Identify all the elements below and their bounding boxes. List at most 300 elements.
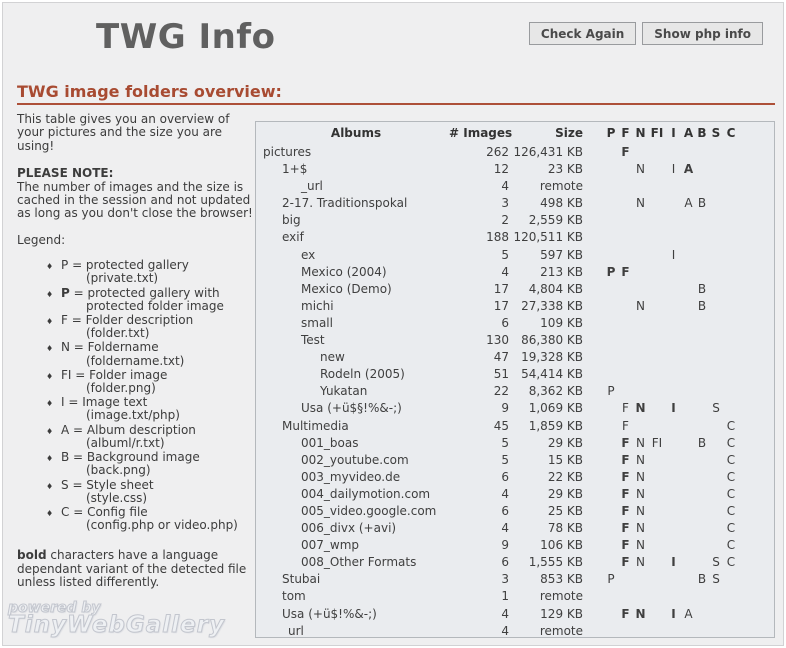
marker-cell: F [621,606,630,621]
table-row [263,212,774,229]
images-count-cell: 4 [501,606,509,621]
table-row [263,588,774,605]
size-cell: 54,414 KB [521,367,583,382]
table-row [263,503,774,520]
legend-item: ♦ A = Album description (albuml/r.txt) [17,424,257,450]
table-row [263,315,774,332]
marker-cell [665,212,682,229]
album-name-cell: pictures [263,145,312,159]
marker-cell [632,229,649,246]
legend-item: ♦ FI = Folder image (folder.png) [17,369,257,395]
marker-cell [723,247,739,264]
marker-cell [603,588,619,605]
marker-cell [649,503,665,520]
album-name-cell: 004_dailymotion.com [301,486,431,501]
images-count-cell: 22 [493,384,509,399]
marker-cell [695,229,709,246]
marker-cell: N [636,555,645,570]
images-count-cell: 3 [501,572,509,587]
marker-cell [619,195,632,212]
marker-spacer [583,383,603,400]
images-count-cell: 47 [493,350,509,365]
marker-column-header: A [683,126,694,140]
marker-cell [682,554,695,571]
marker-cell [649,178,665,195]
legend-key: FI [61,367,72,382]
marker-cell: F [621,264,630,279]
marker-cell [665,298,682,315]
size-cell: 8,362 KB [528,384,583,399]
marker-column-header: C [726,126,736,140]
images-count-cell: 17 [493,298,509,313]
marker-cell [709,452,723,469]
marker-cell [695,315,709,332]
marker-cell [603,606,619,623]
marker-cell [603,520,619,537]
album-name-cell: Rodeln (2005) [320,367,405,382]
diamond-bullet-icon: ♦ [46,454,54,464]
size-cell: 1,859 KB [528,418,583,433]
images-count-cell: 6 [501,555,509,570]
marker-cell: F [621,435,630,450]
marker-cell [603,554,619,571]
marker-column-header: FI [650,126,664,140]
legend-file: (foldername.txt) [86,353,185,368]
marker-cell [603,452,619,469]
albums-table [255,121,775,638]
show-php-info-button[interactable]: Show php info [642,22,763,45]
marker-cell [649,400,665,417]
marker-cell: I [671,401,676,416]
marker-cell [619,298,632,315]
note-text: The number of images and the size is cached in the session and not updated as long as you don't close the browser! [17,179,253,221]
marker-cell: P [606,264,616,279]
table-row [263,298,774,315]
marker-cell [695,178,709,195]
size-cell: 78 KB [547,521,583,536]
diamond-bullet-icon: ♦ [46,426,54,436]
table-row [263,195,774,212]
marker-cell [695,212,709,229]
marker-cell [619,178,632,195]
album-name-cell: Multimedia [282,418,349,433]
marker-cell [723,161,739,178]
marker-cell [709,366,723,383]
marker-spacer [583,452,603,469]
marker-cell [649,264,665,281]
marker-cell [695,486,709,503]
marker-cell [695,332,709,349]
marker-cell [632,383,649,400]
marker-spacer [583,161,603,178]
diamond-bullet-icon: ♦ [46,317,54,327]
marker-cell [603,298,619,315]
marker-cell [603,332,619,349]
marker-cell [695,349,709,366]
marker-cell [682,571,695,588]
marker-cell [665,452,682,469]
legend-item: ♦ S = Style sheet (style.css) [17,479,257,505]
legend-key: S [61,477,69,492]
marker-cell: I [671,606,676,621]
legend-item: ♦ F = Folder description (folder.txt) [17,314,257,340]
marker-cell [682,503,695,520]
marker-cell [709,469,723,486]
marker-cell: N [636,469,645,484]
marker-cell [632,144,649,161]
marker-cell [632,349,649,366]
intro-text: This table gives you an overview of your pictures and the size you are using! [17,112,230,153]
marker-cell [665,571,682,588]
size-cell: 1,555 KB [528,555,583,570]
marker-cell [695,503,709,520]
marker-cell: N [636,538,645,553]
marker-cell [695,144,709,161]
legend-item: ♦ I = Image text (image.txt/php) [17,396,257,422]
marker-cell [665,520,682,537]
marker-column-header: S [711,126,721,140]
marker-cell: F [621,503,630,518]
marker-cell: C [726,469,736,484]
marker-cell [632,212,649,229]
marker-cell [649,571,665,588]
marker-cell [723,571,739,588]
marker-cell [649,281,665,298]
album-name-cell: _url [282,623,304,638]
legend-item: ♦ P = protected gallery (private.txt) [17,259,257,285]
legend-key: N [61,340,70,355]
album-name-cell: 005_video.google.com [301,503,437,518]
marker-spacer [583,537,603,554]
legend-item: ♦ B = Background image (back.png) [17,451,257,477]
marker-cell: B [697,435,707,450]
marker-cell [709,178,723,195]
marker-cell [603,366,619,383]
marker-cell [709,264,723,281]
images-count-cell: 51 [493,367,509,382]
marker-cell [649,520,665,537]
images-count-cell: 6 [501,469,509,484]
marker-cell [723,229,739,246]
images-count-cell: 6 [501,315,509,330]
marker-column-header: F [621,126,630,140]
table-row [263,469,774,486]
marker-cell [649,606,665,623]
marker-cell [649,332,665,349]
marker-column-header: B [697,126,707,140]
album-name-cell: Yukatan [320,384,368,399]
diamond-bullet-icon: ♦ [46,344,54,354]
marker-cell [682,418,695,435]
marker-cell [709,588,723,605]
table-row [263,229,774,246]
marker-cell [665,435,682,452]
marker-cell [695,366,709,383]
marker-cell: I [671,162,676,177]
marker-cell [709,520,723,537]
diamond-bullet-icon: ♦ [46,399,54,409]
marker-cell [649,486,665,503]
images-count-cell: 2 [501,213,509,228]
marker-cell: C [726,452,736,467]
marker-cell [723,212,739,229]
size-cell: 23 KB [547,162,583,177]
images-count-cell: 17 [493,281,509,296]
size-cell: 106 KB [540,538,583,553]
marker-cell [665,418,682,435]
album-name-cell: 1+$ [282,162,308,177]
marker-spacer [583,503,603,520]
marker-cell [723,264,739,281]
marker-column-header: I [671,126,676,140]
marker-cell [665,383,682,400]
marker-cell: FI [651,435,663,450]
note-title: PLEASE NOTE: [17,166,114,181]
marker-cell [649,315,665,332]
albums-column-header: Albums [330,126,382,140]
marker-cell [695,383,709,400]
diamond-bullet-icon: ♦ [46,371,54,381]
marker-cell [682,537,695,554]
table-row [263,178,774,195]
images-count-cell: 4 [501,623,509,638]
marker-cell [665,486,682,503]
marker-cell [649,195,665,212]
marker-cell [619,332,632,349]
table-row [263,281,774,298]
marker-cell [603,281,619,298]
marker-cell: F [621,145,630,159]
marker-cell [603,315,619,332]
size-cell: 129 KB [540,606,583,621]
marker-cell [665,349,682,366]
size-column-header: Size [555,126,583,140]
marker-cell [723,366,739,383]
size-cell: remote [539,623,583,638]
marker-cell [682,435,695,452]
marker-cell [709,503,723,520]
marker-cell: C [726,418,736,433]
marker-cell [682,366,695,383]
table-header-row [263,125,774,144]
marker-cell: F [621,452,630,467]
table-row [263,435,774,452]
marker-cell [603,144,619,161]
marker-cell [682,264,695,281]
marker-cell [709,606,723,623]
legend-file: (albuml/r.txt) [86,435,165,450]
marker-cell [603,400,619,417]
marker-cell [695,469,709,486]
footnote-text: characters have a language dependant variant of the detected file unless listed differently. [17,548,247,590]
marker-cell [649,212,665,229]
marker-cell [603,537,619,554]
marker-cell [603,212,619,229]
marker-cell: C [726,555,736,570]
marker-cell [665,195,682,212]
marker-cell [665,229,682,246]
legend-key: P [61,258,69,273]
marker-cell [709,161,723,178]
size-cell: 2,559 KB [528,213,583,228]
marker-spacer [583,229,603,246]
table-row [263,606,774,623]
marker-cell: C [726,503,736,518]
album-name-cell: 2-17. Traditionspokal [282,196,408,211]
marker-spacer [583,418,603,435]
images-count-cell: 1 [501,589,509,604]
marker-cell: N [635,401,646,416]
marker-cell: N [636,298,645,313]
marker-column-header: P [606,126,616,140]
table-row [263,554,774,571]
size-cell: 597 KB [540,247,583,262]
marker-cell [695,554,709,571]
legend-file: protected folder image [86,298,224,313]
legend-file: (config.php or video.php) [86,518,238,533]
marker-cell [682,383,695,400]
marker-cell: N [636,521,645,536]
album-name-cell: small [301,315,333,330]
album-name-cell: exif [282,230,304,245]
marker-cell [682,315,695,332]
marker-cell [619,229,632,246]
images-count-cell: 262 [486,145,509,159]
marker-cell [695,606,709,623]
marker-cell [649,588,665,605]
images-count-cell: 5 [501,452,509,467]
marker-cell [649,161,665,178]
marker-cell: S [712,572,720,587]
marker-cell [619,588,632,605]
marker-spacer [583,520,603,537]
marker-cell: S [712,555,720,570]
marker-cell [682,486,695,503]
marker-cell [723,606,739,623]
table-row [263,247,774,264]
marker-cell [649,366,665,383]
size-cell: 853 KB [540,572,583,587]
check-again-button[interactable]: Check Again [529,22,636,45]
marker-cell: B [697,196,707,211]
marker-cell [632,418,649,435]
legend-file: (folder.txt) [86,326,150,341]
size-cell: 86,380 KB [521,333,583,348]
marker-cell: S [712,401,720,416]
marker-spacer [583,315,603,332]
marker-cell [632,571,649,588]
marker-cell [695,537,709,554]
marker-cell [709,383,723,400]
marker-cell [603,229,619,246]
album-name-cell: Mexico (Demo) [301,281,392,296]
size-cell: 29 KB [547,486,583,501]
marker-spacer [583,588,603,605]
marker-cell [649,383,665,400]
marker-cell [709,247,723,264]
marker-cell [665,366,682,383]
marker-cell [632,281,649,298]
marker-cell [709,229,723,246]
heading-divider [17,103,775,105]
marker-cell [603,195,619,212]
legend-item: ♦ N = Foldername (foldername.txt) [17,341,257,367]
marker-cell: F [621,469,630,484]
marker-spacer [583,212,603,229]
marker-column-header: N [635,126,646,140]
marker-cell [603,349,619,366]
album-name-cell: Mexico (2004) [301,264,387,279]
size-cell: 19,328 KB [521,350,583,365]
table-row [263,486,774,503]
marker-cell [603,623,619,638]
marker-spacer [583,435,603,452]
marker-cell [649,469,665,486]
marker-cell: N [636,486,645,501]
size-cell: 29 KB [547,435,583,450]
marker-cell [619,161,632,178]
marker-cell [695,161,709,178]
marker-spacer [583,178,603,195]
legend-title: Legend: [17,232,66,247]
marker-cell [723,623,739,638]
marker-cell [649,144,665,161]
images-count-cell: 45 [493,418,509,433]
marker-cell [649,623,665,638]
album-name-cell: 007_wmp [301,538,360,553]
legend-item: ♦ P = protected gallery with protected folder image [17,287,257,313]
marker-spacer [583,623,603,638]
images-count-cell: 9 [501,401,509,416]
marker-cell: F [621,521,630,536]
marker-cell [682,212,695,229]
marker-cell [695,520,709,537]
marker-cell [603,435,619,452]
legend-file: (private.txt) [86,271,159,286]
table-rows [263,144,774,638]
marker-cell [723,298,739,315]
images-count-cell: 4 [501,486,509,501]
marker-cell [723,144,739,161]
marker-cell [665,264,682,281]
marker-cell [603,418,619,435]
page-title: TWG Info [96,17,276,57]
marker-cell: F [622,401,629,416]
album-name-cell: big [282,213,301,228]
marker-cell [632,178,649,195]
marker-cell [695,418,709,435]
footnote [17,549,257,589]
legend-key: I [61,395,65,410]
marker-cell: F [621,538,630,553]
table-row [263,144,774,161]
marker-spacer [583,247,603,264]
sidebar [17,113,257,590]
images-count-cell: 5 [501,435,509,450]
marker-spacer [583,264,603,281]
table-row [263,537,774,554]
marker-cell [665,315,682,332]
marker-cell [665,144,682,161]
marker-spacer [583,144,603,161]
marker-cell [682,452,695,469]
album-name-cell: Usa (+ü$§!%&-;) [301,401,402,416]
section-heading: TWG image folders overview: [17,82,282,101]
marker-cell [723,349,739,366]
marker-cell: C [726,435,736,450]
marker-cell: N [636,435,645,450]
marker-cell [619,571,632,588]
